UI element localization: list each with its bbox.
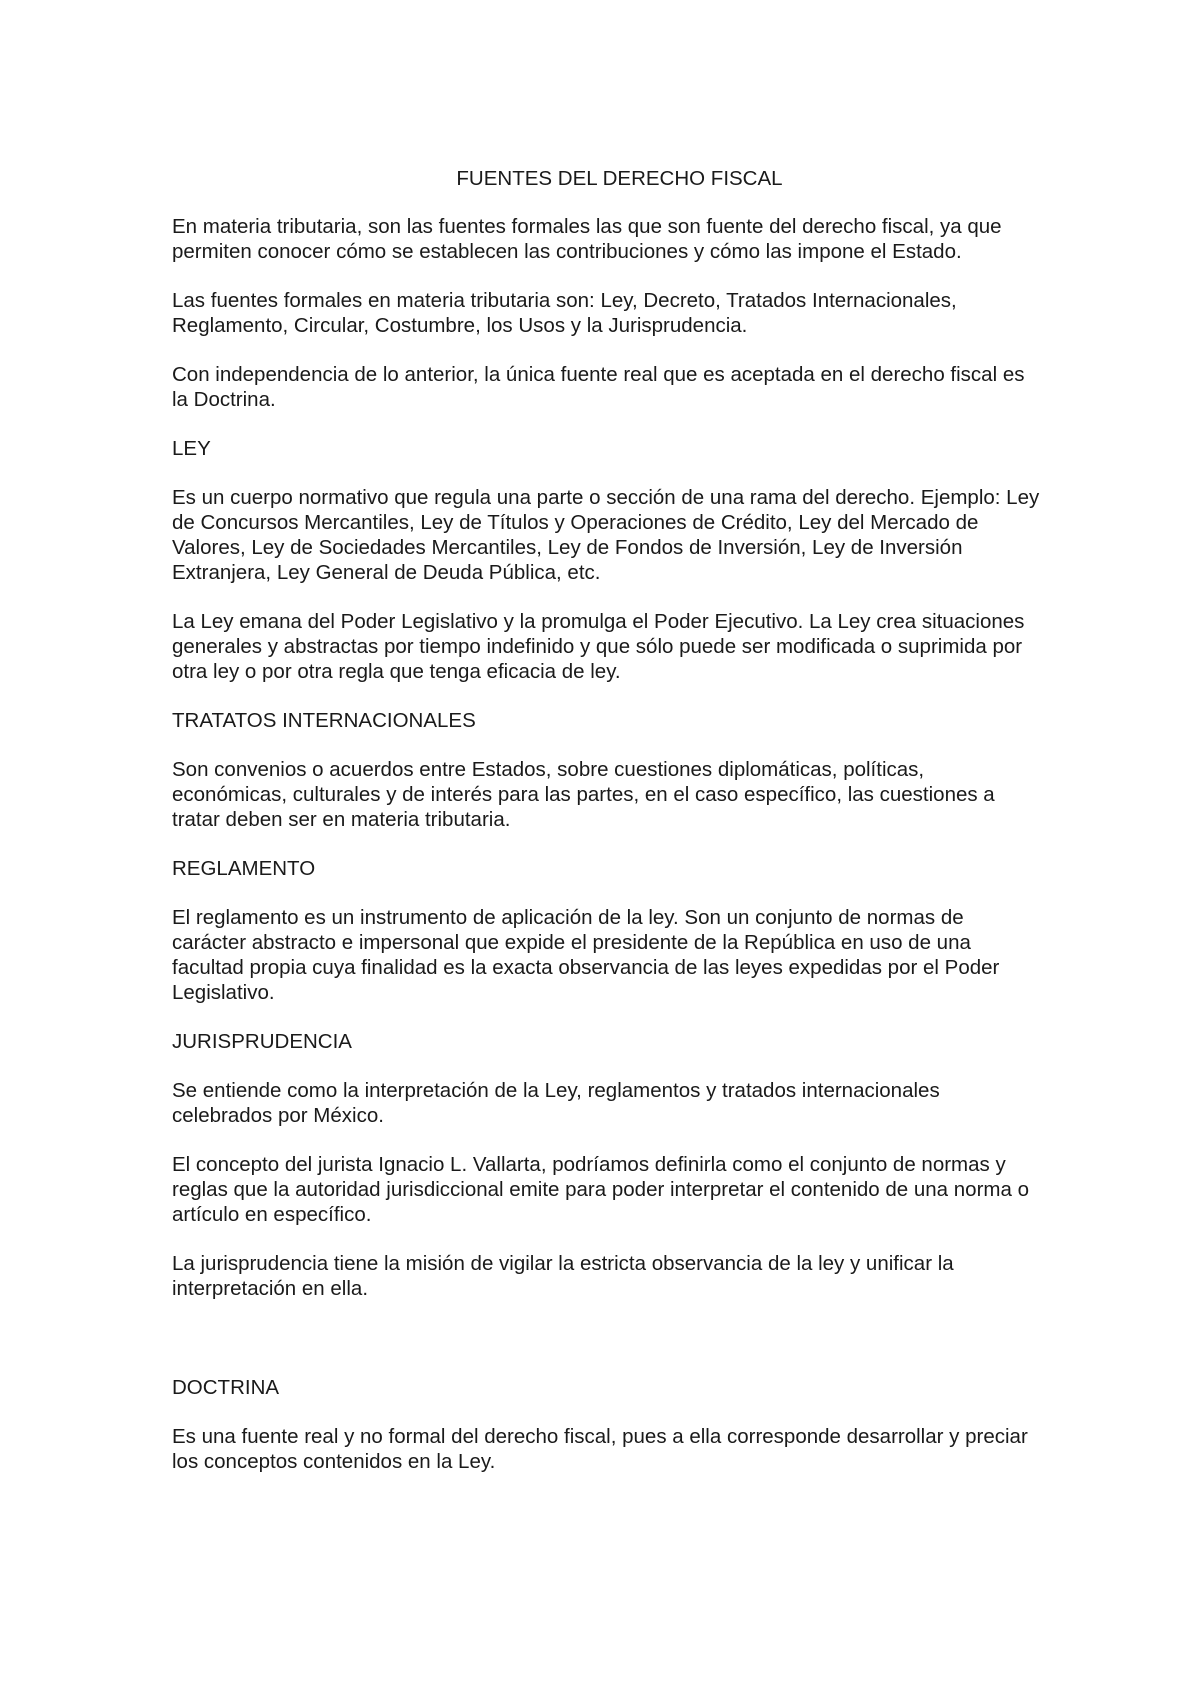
document-body <box>172 166 1042 1498</box>
intro-paragraph: En materia tributaria, son las fuentes formales las que son fuente del derecho fiscal, ya que permiten conocer cómo se establecen las contribuciones y cómo las impone el Estado. <box>172 215 1002 263</box>
section-paragraph: El reglamento es un instrumento de aplicación de la ley. Son un conjunto de normas de carácter abstracto e impersonal que expide el presidente de la República en uso de una facultad propia cuya finalidad es la exacta observancia de las leyes expedidas por el Poder Legislativo. <box>172 906 1000 1004</box>
section-paragraph: El concepto del jurista Ignacio L. Vallarta, podríamos definirla como el conjunto de normas y reglas que la autoridad jurisdiccional emite para poder interpretar el contenido de una norma o artículo en específico. <box>172 1153 1029 1226</box>
section-paragraph: Es una fuente real y no formal del derecho fiscal, pues a ella corresponde desarrollar y preciar los conceptos contenidos en la Ley. <box>172 1425 1028 1473</box>
section-heading-ley: LEY <box>172 437 211 460</box>
document-title: FUENTES DEL DERECHO FISCAL <box>456 167 783 190</box>
section-heading-tratados: TRATATOS INTERNACIONALES <box>172 709 476 732</box>
section-heading-doctrina: DOCTRINA <box>172 1376 280 1399</box>
section-paragraph: Son convenios o acuerdos entre Estados, sobre cuestiones diplomáticas, políticas, económicas, culturales y de interés para las partes, en el caso específico, las cuestiones a tratar deben ser en materia tributaria. <box>172 758 995 831</box>
section-paragraph: La jurisprudencia tiene la misión de vigilar la estricta observancia de la ley y unificar la interpretación en ella. <box>172 1252 954 1300</box>
intro-paragraph: Las fuentes formales en materia tributaria son: Ley, Decreto, Tratados Internacionales, Reglamento, Circular, Costumbre, los Usos y la Jurisprudencia. <box>172 289 957 337</box>
section-heading-jurisprudencia: JURISPRUDENCIA <box>172 1030 352 1053</box>
intro-paragraph: Con independencia de lo anterior, la única fuente real que es aceptada en el derecho fiscal es la Doctrina. <box>172 363 1025 411</box>
section-paragraph: La Ley emana del Poder Legislativo y la promulga el Poder Ejecutivo. La Ley crea situaciones generales y abstractas por tiempo indefinido y que sólo puede ser modificada o suprimida por otra ley o por otra regla que tenga eficacia de ley. <box>172 610 1025 683</box>
section-paragraph: Se entiende como la interpretación de la Ley, reglamentos y tratados internacionales celebrados por México. <box>172 1079 940 1127</box>
section-heading-reglamento: REGLAMENTO <box>172 857 316 880</box>
section-paragraph: Es un cuerpo normativo que regula una parte o sección de una rama del derecho. Ejemplo: Ley de Concursos Mercantiles, Ley de Títulos y Operaciones de Crédito, Ley del Mercado de Valores, Ley de Sociedades Mercantiles, Ley de Fondos de Inversión, Ley de Inversión Extranjera, Ley General de Deuda Pública, etc. <box>172 486 1040 584</box>
